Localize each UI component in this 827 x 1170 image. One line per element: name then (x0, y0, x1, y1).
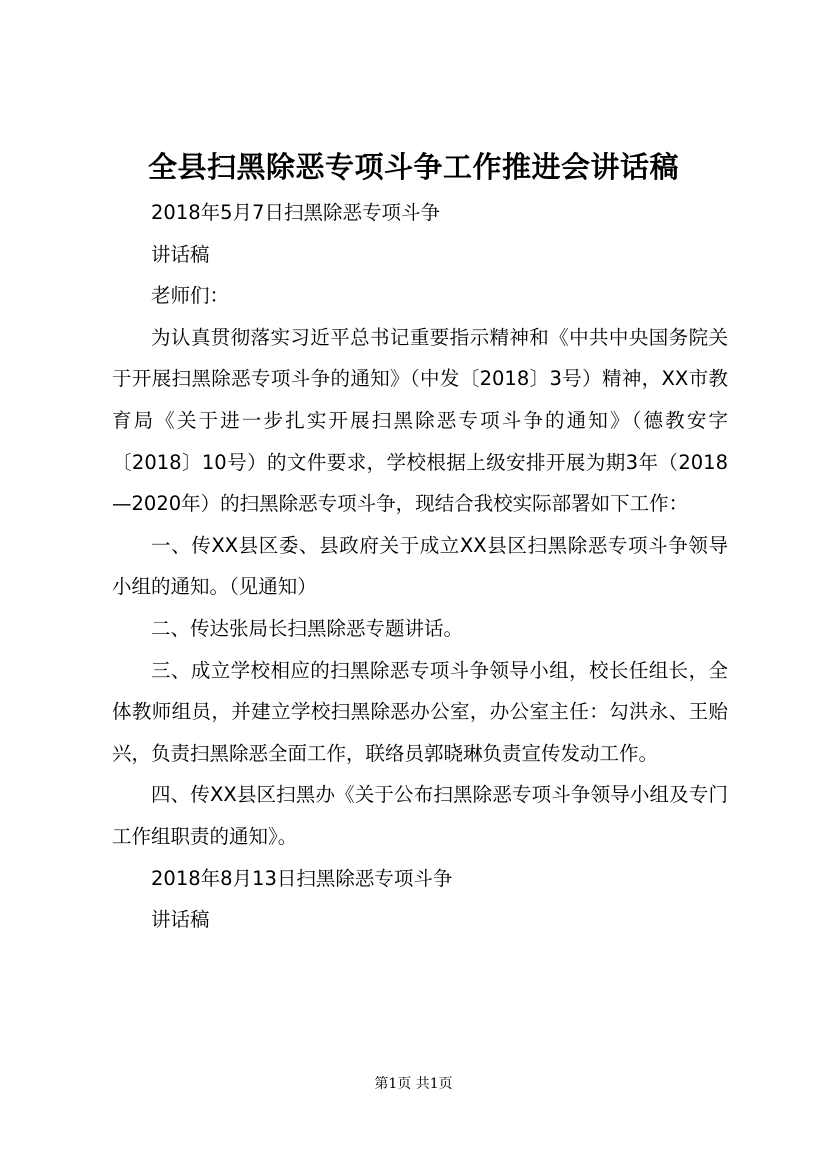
paragraph-date-2: 2018年8月13日扫黑除恶专项斗争 (151, 866, 453, 890)
paragraph-item-2: 二、传达张局长扫黑除恶专题讲话。 (151, 616, 464, 640)
document-body (112, 192, 728, 941)
paragraph-speech-label-1: 讲话稿 (151, 242, 210, 266)
document-title: 全县扫黑除恶专项斗争工作推进会讲话稿 (147, 150, 679, 184)
paragraph-intro: 为认真贯彻落实习近平总书记重要指示精神和《中共中央国务院关于开展扫黑除恶专项斗争的通知》（中发〔2018〕3号）精神，XX市教育局《关于进一步扎实开展扫黑除恶专项斗争的通知》（德教安字〔2018〕10号）的文件要求，学校根据上级安排开展为期3年（2018—2020年）的扫黑除恶专项斗争，现结合我校实际部署如下工作： (112, 325, 728, 516)
paragraph-item-4: 四、传XX县区扫黑办《关于公布扫黑除恶专项斗争领导小组及专门工作组职责的通知》。 (112, 783, 728, 848)
paragraph-speech-label-2: 讲话稿 (151, 908, 210, 932)
paragraph-item-3: 三、成立学校相应的扫黑除恶专项斗争领导小组，校长任组长，全体教师组员，并建立学校扫黑除恶办公室，办公室主任：勾洪永、王贻兴，负责扫黑除恶全面工作，联络员郭晓琳负责宣传发动工作。 (112, 658, 728, 765)
paragraph-date-1: 2018年5月7日扫黑除恶专项斗争 (151, 201, 440, 224)
page-footer: 第1页 共1页 (374, 1076, 453, 1092)
paragraph-salutation: 老师们： (151, 284, 230, 308)
paragraph-item-1: 一、传XX县区委、县政府关于成立XX县区扫黑除恶专项斗争领导小组的通知。（见通知） (112, 533, 728, 599)
